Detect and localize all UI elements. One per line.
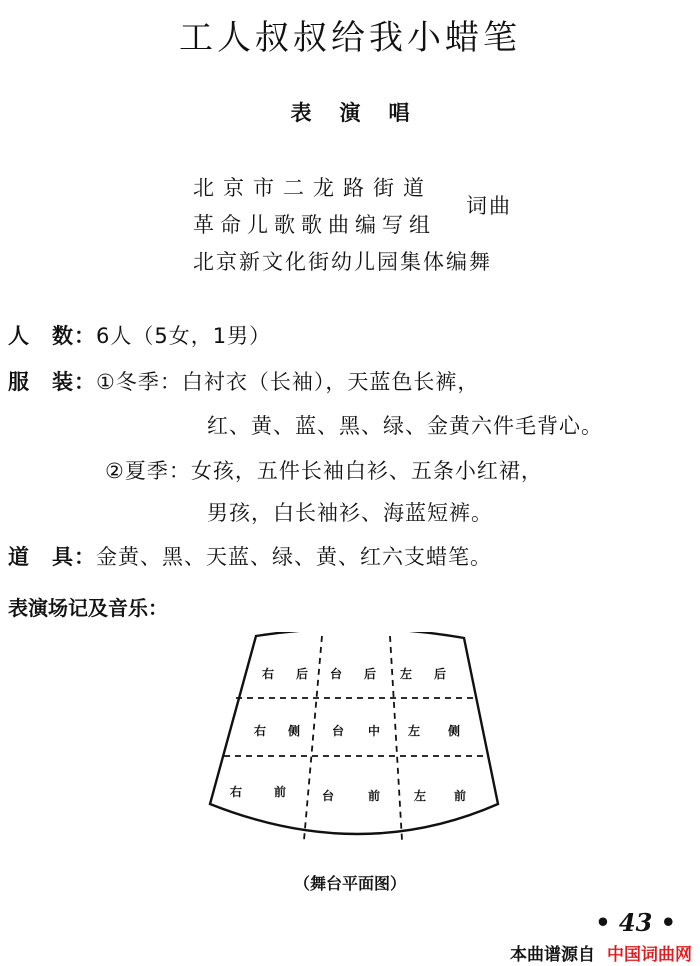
section-heading: 表演场记及音乐：: [8, 596, 168, 620]
winter-head: ①冬季：: [96, 370, 182, 394]
stage-label: 左: [400, 667, 413, 681]
stage-label: 后: [434, 667, 447, 681]
stage-label: 右: [230, 785, 243, 799]
page-title: 工人叔叔给我小蜡笔: [179, 18, 521, 58]
stage-label: 后: [296, 667, 309, 681]
costume-label: 服 装：: [8, 370, 96, 394]
stage-label: 台: [330, 667, 343, 681]
people-row: [8, 320, 271, 350]
stage-label: 前: [368, 789, 381, 803]
stage-label: 后: [364, 667, 377, 681]
props-label: 道 具：: [8, 545, 96, 569]
stage-label: 右: [254, 724, 267, 738]
stage-label: 前: [454, 789, 467, 803]
summer-head: ②夏季：: [105, 459, 191, 483]
people-label: 人 数：: [8, 324, 96, 348]
costume-row: [8, 366, 479, 396]
stage-label: 侧: [448, 724, 461, 738]
stage-label: 台: [332, 724, 345, 738]
summer-row: [105, 455, 543, 485]
watermark-site[interactable]: 中国词曲网: [607, 945, 692, 965]
winter-line-1: 白衬衣（长袖），天蓝色长裤，: [181, 370, 480, 394]
stage-label: 右: [262, 667, 275, 681]
winter-line-2: 红、黄、蓝、黑、绿、金黄六件毛背心。: [207, 414, 603, 438]
genre-subtitle: 表演唱: [290, 101, 438, 125]
stage-label: 左: [408, 724, 421, 738]
credit-tag: 词曲: [466, 194, 512, 218]
summer-line-1: 女孩，五件长袖白衫、五条小红裙，: [190, 459, 543, 483]
page-number: • 43 •: [595, 908, 676, 937]
people-value: 6人（5女，1男）: [96, 324, 272, 348]
stage-label: 前: [274, 785, 287, 799]
credit-line-1: 北京市二龙路街道: [193, 176, 433, 200]
props-row: [8, 541, 492, 571]
stage-label: 侧: [288, 724, 301, 738]
stage-label: 左: [414, 789, 427, 803]
credit-line-2: 革命儿歌歌曲编写组: [193, 213, 436, 237]
props-value: 金黄、黑、天蓝、绿、黄、红六支蜡笔。: [96, 545, 492, 569]
diagram-caption: （舞台平面图）: [293, 874, 406, 893]
stage-label: 台: [322, 789, 335, 803]
source-watermark: [510, 940, 692, 965]
stage-diagram: [206, 632, 506, 844]
watermark-source: 本曲谱源自: [510, 945, 595, 965]
credit-line-3: 北京新文化街幼儿园集体编舞: [193, 250, 492, 274]
summer-line-2: 男孩，白长袖衫、海蓝短裤。: [207, 501, 493, 525]
stage-label: 中: [368, 724, 381, 738]
